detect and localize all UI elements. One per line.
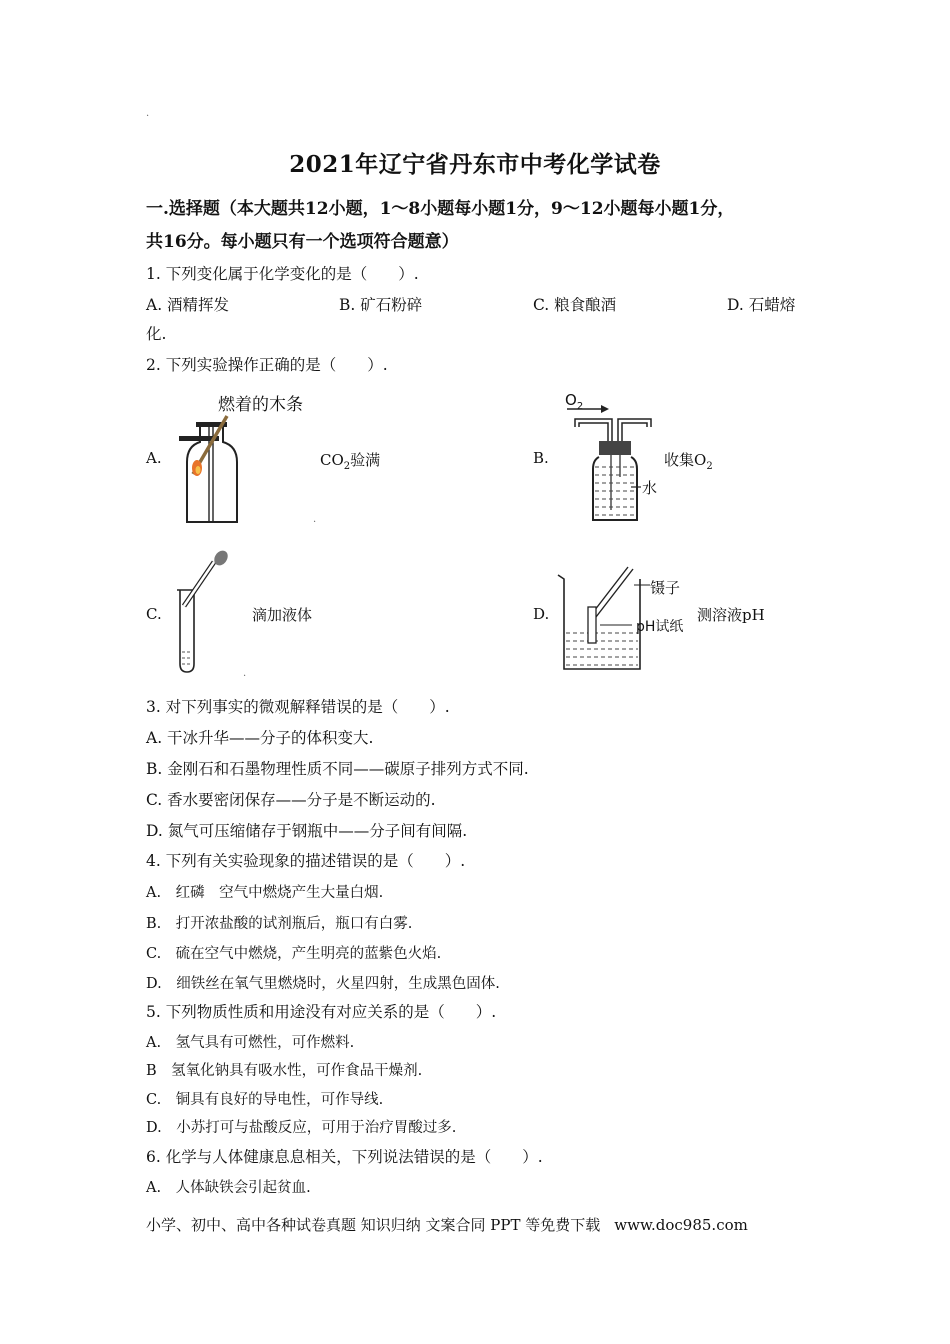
- question-3-option-b: B. 金刚石和石墨物理性质不同——碳原子排列方式不同.: [146, 760, 529, 778]
- question-1-stem: 1. 下列变化属于化学变化的是（ ）.: [146, 265, 419, 283]
- figure-a-letter: A.: [146, 449, 162, 467]
- figure-b-letter: B.: [533, 449, 549, 467]
- question-4-option-d: D. 细铁丝在氧气里燃烧时，火星四射，生成黑色固体.: [146, 976, 500, 992]
- figure-b-label-gas: $O_2$: [565, 391, 584, 412]
- footer-site-link[interactable]: www.doc985.com: [614, 1216, 748, 1234]
- question-6-option-a: A. 人体缺铁会引起贫血.: [146, 1180, 311, 1196]
- stray-mark: .: [313, 514, 317, 525]
- figure-d-letter: D.: [533, 605, 550, 623]
- page-footer: [146, 1214, 748, 1235]
- figure-c-caption: 滴加液体: [252, 606, 313, 624]
- figure-d-label-tweezers: 镊子: [650, 579, 681, 597]
- question-5-stem: 5. 下列物质性质和用途没有对应关系的是（ ）.: [146, 1003, 497, 1021]
- question-1-option-a: A. 酒精挥发: [146, 296, 230, 314]
- question-5-option-d: D. 小苏打可与盐酸反应，可用于治疗胃酸过多.: [146, 1120, 457, 1136]
- question-4-option-c: C. 硫在空气中燃烧，产生明亮的蓝紫色火焰.: [146, 946, 442, 962]
- figure-a-caption: $CO_2$验满: [320, 451, 381, 472]
- question-6-stem: 6. 化学与人体健康息息相关，下列说法错误的是（ ）.: [146, 1148, 543, 1166]
- question-1-option-d: D. 石蜡熔: [727, 296, 796, 314]
- question-3-stem: 3. 对下列事实的微观解释错误的是（ ）.: [146, 698, 450, 716]
- question-3-option-c: C. 香水要密闭保存——分子是不断运动的.: [146, 791, 436, 809]
- question-1-option-d-wrap: 化.: [146, 325, 167, 343]
- section-heading-line2: 共16分。每小题只有一个选项符合题意）: [146, 232, 459, 252]
- question-5-option-a: A. 氢气具有可燃性，可作燃料.: [146, 1035, 355, 1051]
- question-3-option-a: A. 干冰升华——分子的体积变大.: [146, 729, 374, 747]
- question-4-option-b: B. 打开浓盐酸的试剂瓶后，瓶口有白雾.: [146, 916, 413, 932]
- gas-bottle-water-diagram: [565, 405, 665, 525]
- question-1-option-b: B. 矿石粉碎: [339, 296, 423, 314]
- question-4-option-a: A. 红磷 空气中燃烧产生大量白烟.: [146, 885, 384, 901]
- figure-c-letter: C.: [146, 605, 162, 623]
- figure-a-label-stick: 燃着的木条: [218, 395, 303, 415]
- stray-mark: .: [243, 668, 247, 679]
- figure-b-caption: 收集$O_2$: [664, 451, 713, 472]
- section-heading-line1: 一.选择题（本大题共12小题，1～8小题每小题1分，9～12小题每小题1分，: [146, 199, 735, 219]
- figure-d-label-paper: pH试纸: [636, 619, 684, 635]
- question-5-option-b: B 氢氧化钠具有吸水性，可作食品干燥剂.: [146, 1063, 423, 1079]
- stray-mark: .: [146, 108, 150, 119]
- question-2-stem: 2. 下列实验操作正确的是（ ）.: [146, 356, 388, 374]
- question-5-option-c: C. 铜具有良好的导电性，可作导线.: [146, 1092, 384, 1108]
- dropper-test-tube-diagram: [170, 550, 240, 675]
- question-4-stem: 4. 下列有关实验现象的描述错误的是（ ）.: [146, 852, 466, 870]
- figure-b-label-water: 水: [642, 479, 658, 497]
- question-1-option-c: C. 粮食酿酒: [533, 296, 617, 314]
- figure-d-caption: 测溶液pH: [697, 606, 765, 624]
- footer-text: 小学、初中、高中各种试卷真题 知识归纳 文案合同 PPT 等免费下载: [146, 1216, 601, 1234]
- page-title: 2021年辽宁省丹东市中考化学试卷: [289, 151, 661, 178]
- gas-bottle-co2-diagram: [165, 412, 255, 527]
- question-3-option-d: D. 氮气可压缩储存于钢瓶中——分子间有间隔.: [146, 822, 468, 840]
